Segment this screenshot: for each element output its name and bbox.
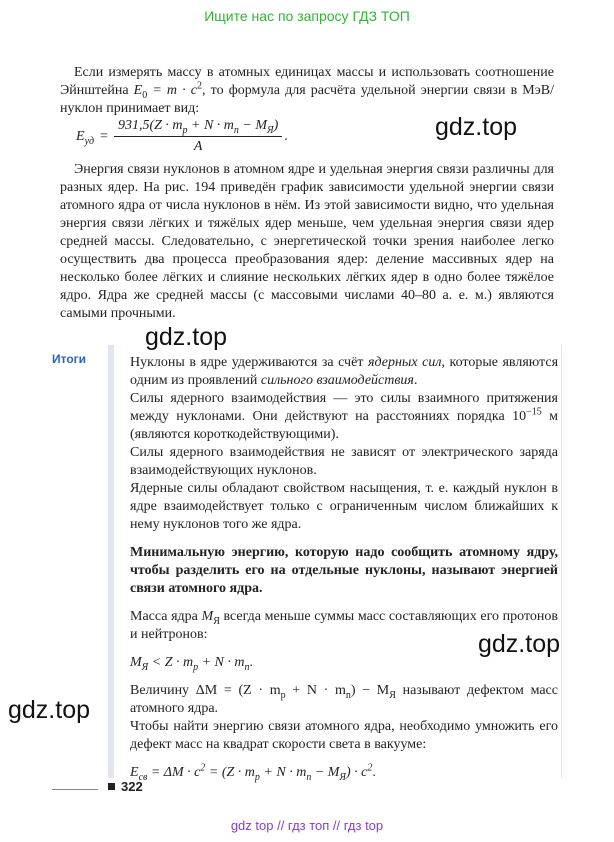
f2-part: < Z · m	[148, 655, 194, 670]
summary-p1	[130, 354, 558, 390]
f3-sub-ya: Я	[339, 771, 346, 783]
summary-p7: Чтобы найти энергию связи атомного ядра, необходимо умножить его дефект масс на квадрат скорости света в вакууме:	[130, 719, 558, 752]
paragraph-binding-energy: Энергия связи нуклонов в атомном ядре и удельная энергия связи различны для разных ядер. На рис. 194 приведён график зависимости удельной энергии связи атомного ядра от числа нуклонов в нём. Из этой зависимости видно, что удельная энергия связи лёгких и тяжёлых ядер меньше, чем удельная энергия связи ядер средней массы. Следовательно, с энергетической точки зрения наиболее легко осуществить два процесса преобразования ядер: деление массивных ядер на несколько более лёгких и слияние нескольких лёгких ядер в одно более тяжёлое ядро. Ядра же средней массы (с массовыми числами 40–80 а. е. м.) являются самыми прочными.	[60, 162, 554, 321]
e0-sub: 0	[142, 89, 148, 101]
e0-symbol: E	[133, 83, 143, 98]
formula-equals: =	[100, 128, 108, 144]
watermark: gdz.top	[8, 696, 91, 724]
footer-rule	[52, 789, 98, 790]
page-marker-icon	[108, 783, 115, 790]
formula-numerator	[114, 118, 282, 137]
summary-content	[130, 354, 561, 783]
s6-text: Величину ΔM = (Z · m	[130, 683, 281, 698]
s1-text-2: , которые являются одним из проявлений	[130, 355, 559, 388]
s5-m: M	[201, 609, 214, 624]
summary-label: Итоги	[52, 352, 87, 366]
s1-end: .	[413, 373, 418, 388]
s6-sub-ya: Я	[389, 689, 396, 701]
einstein-equation: = m · c	[147, 83, 198, 98]
s6-text-4: называют дефектом масс атомного ядра.	[130, 683, 558, 716]
f3-part-2: = (Z · m	[205, 765, 255, 780]
s6-sub-n: n	[345, 689, 351, 701]
f2-sub-p: p	[193, 661, 199, 673]
bottom-banner-link[interactable]: gdz top // гдз топ // гдз top	[230, 818, 384, 833]
s1-text: Нуклоны в ядре удерживаются за счёт	[130, 355, 368, 370]
s6-text-2: + N · m	[285, 683, 346, 698]
page-number	[108, 779, 143, 794]
s2-text-2: м (являются короткодействующими).	[130, 409, 559, 442]
s6-sub-p: p	[280, 689, 286, 701]
f3-part: = ΔM · c	[147, 765, 201, 780]
formula-denominator: A	[193, 139, 203, 154]
f3-part-4: − M	[311, 765, 340, 780]
s2-exponent: −15	[526, 406, 542, 418]
num-sub-ya: Я	[267, 124, 274, 136]
s6-text-3: ) − M	[350, 683, 390, 698]
f2-dot: .	[249, 655, 253, 670]
f3-part-3: + N · m	[259, 765, 307, 780]
num-close: )	[273, 118, 279, 133]
page-number-text: 322	[121, 779, 143, 794]
f2-sub-ya: Я	[141, 661, 149, 673]
num-sub-p: p	[182, 124, 188, 136]
f3-sub-n: n	[306, 771, 312, 783]
s5-text: Масса ядра	[130, 609, 202, 624]
f2-m: M	[130, 655, 142, 670]
strong-interaction-term: сильного взаимодействия	[260, 373, 414, 388]
top-banner-link[interactable]: Ищите нас по запросу ГДЗ ТОП	[204, 8, 410, 24]
watermark: gdz.top	[478, 630, 561, 658]
p1-text-b: , то формула для расчёта удельной энергии связи в МэВ/нуклон принимает вид:	[60, 83, 554, 116]
f3-sup: 2	[200, 762, 206, 774]
f3-dot: .	[372, 765, 376, 780]
num-part-2: + N · m	[187, 118, 234, 133]
f3-sup-2: 2	[367, 762, 373, 774]
f2-sub-n: n	[244, 661, 250, 673]
formula-lhs-sub: уд	[84, 135, 95, 147]
f3-sub: св	[138, 771, 148, 783]
binding-energy-formula	[130, 764, 558, 782]
formula-fraction	[114, 118, 282, 155]
formula-dot: .	[284, 128, 288, 144]
formula-lhs: E	[76, 128, 85, 144]
f3-sub-p: p	[254, 771, 260, 783]
s5-sub: Я	[213, 615, 220, 627]
f3-part-5: ) · c	[346, 765, 368, 780]
watermark: gdz.top	[145, 323, 228, 351]
p1-text-a: Если измерять массу в атомных единицах массы и использовать соотношение Эйнштейна	[60, 65, 554, 98]
num-part-1: 931,5(Z · m	[117, 118, 183, 133]
einstein-sup: 2	[197, 80, 203, 92]
s5-text-2: всегда меньше суммы масс составляющих его протонов и нейтронов:	[130, 609, 558, 642]
s2-text: Силы ядерного взаимодействия — это силы взаимного притяжения между нуклонами. Они действуют на расстояниях порядка 10	[130, 391, 558, 424]
nuclear-forces-term: ядерных сил	[367, 355, 442, 370]
specific-energy-formula	[76, 118, 288, 155]
f2-part-2: + N · m	[198, 655, 245, 670]
summary-p4: Ядерные силы обладают свойством насыщения, т. е. каждый нуклон в ядре взаимодействует только с ограниченным числом ближайших к нему нуклонов того же ядра.	[130, 481, 558, 532]
num-part-3: − M	[238, 118, 268, 133]
num-sub-n: n	[233, 124, 239, 136]
watermark: gdz.top	[435, 113, 518, 141]
paragraph-einstein	[60, 64, 554, 118]
summary-p2	[130, 390, 558, 444]
binding-energy-definition: Минимальную энергию, которую надо сообщить атомному ядру, чтобы разделить его на отдельные нуклоны, называют энергией связи атомного ядра.	[130, 545, 558, 596]
summary-p6	[130, 682, 558, 718]
summary-p3: Силы ядерного взаимодействия не зависят от электрического заряда взаимодействующих нуклонов.	[130, 445, 558, 478]
f3-e: E	[130, 765, 139, 780]
